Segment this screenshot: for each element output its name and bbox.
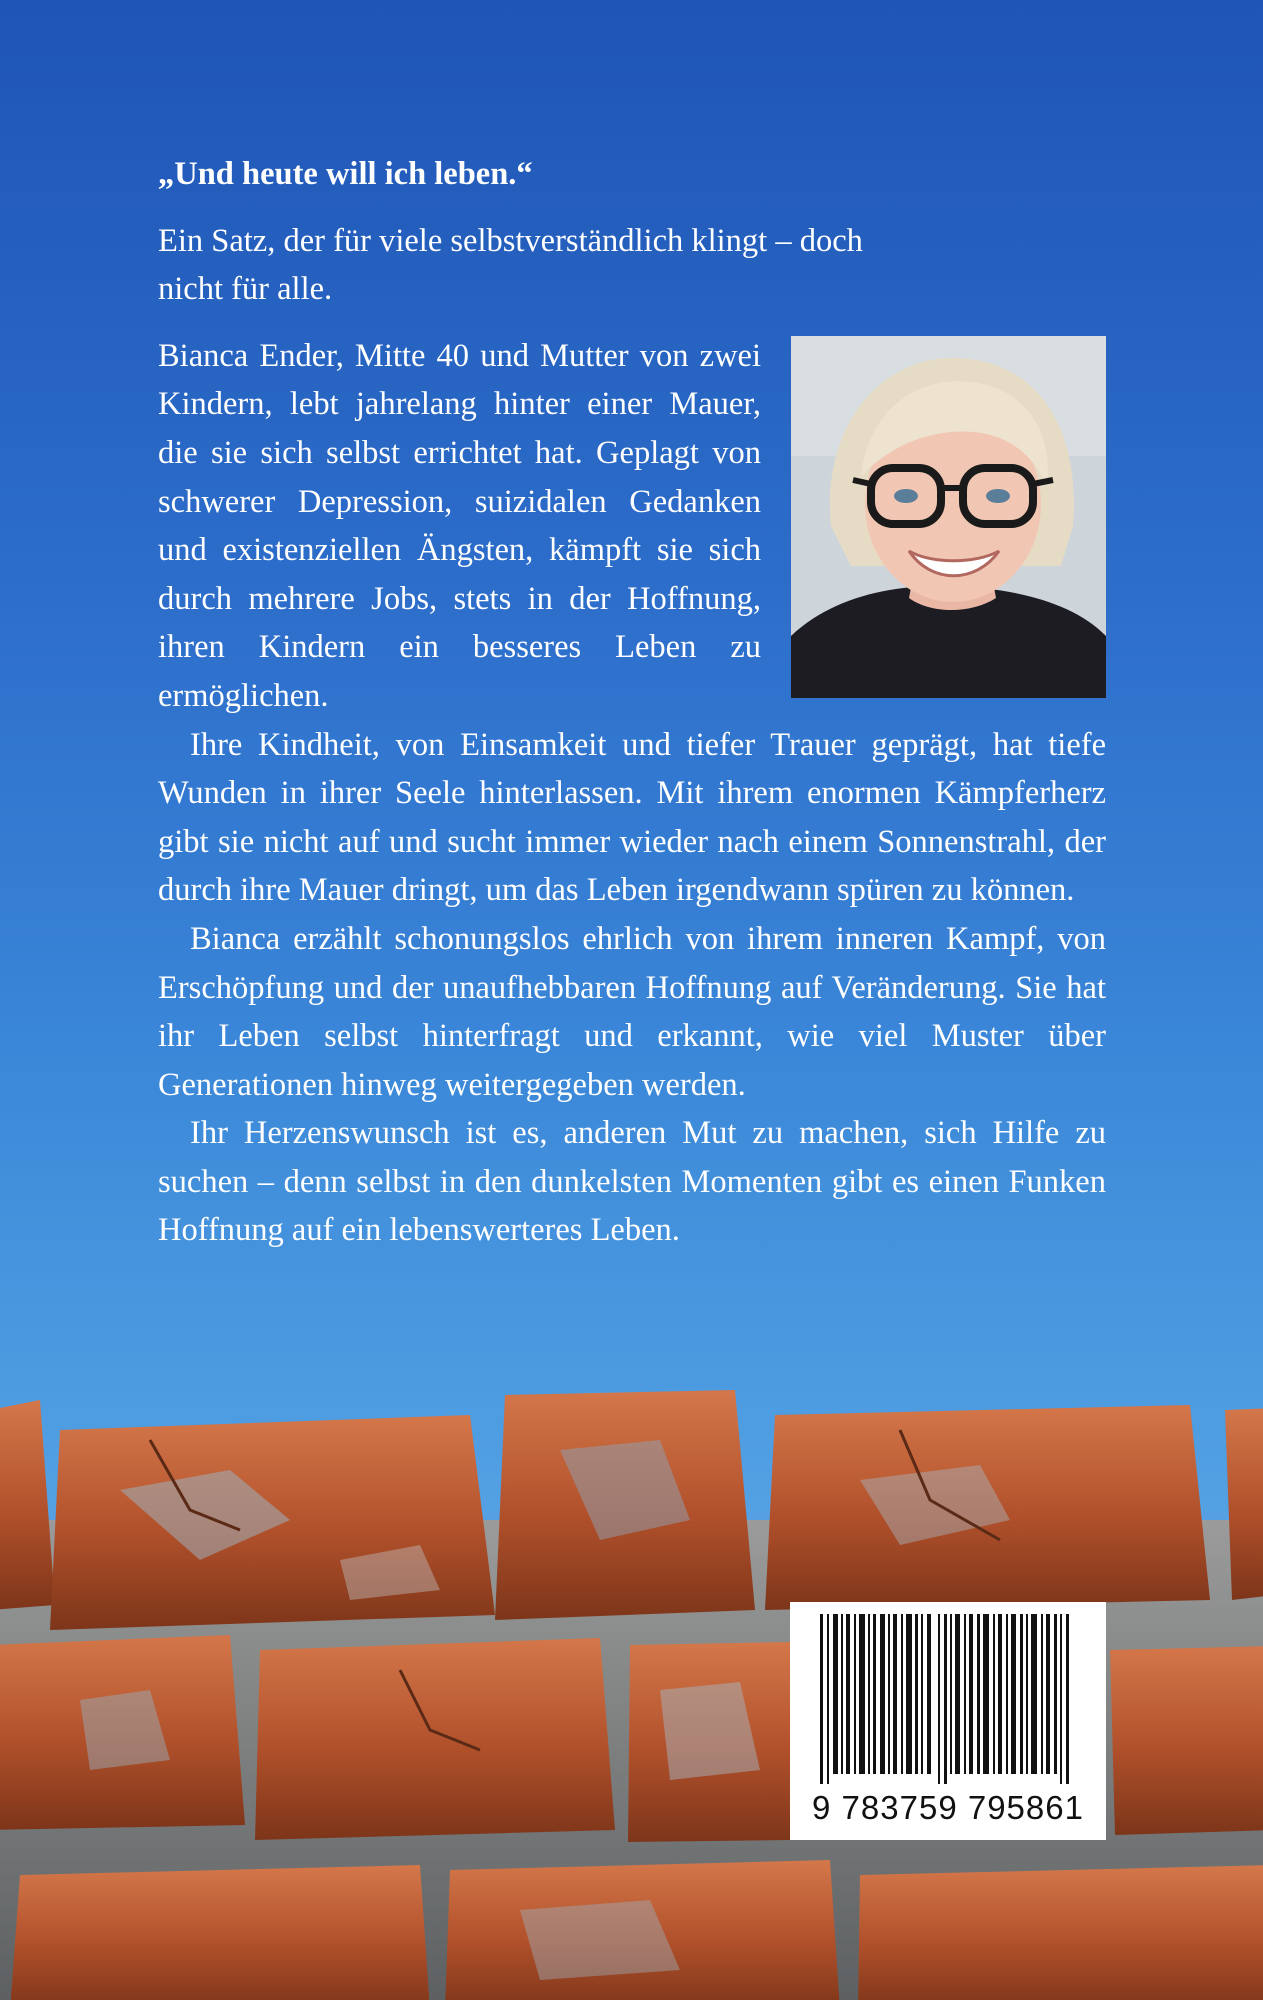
paragraph-3: Bianca erzählt schonungslos ehrlich von ihrem inneren Kampf, von Erschöpfung und der unaufhebbaren Hoffnung auf Veränderung. Sie hat ihr Leben selbst hinterfragt und erkannt, wie viel Muster über Generationen hinweg weitergegeben werden. <box>158 920 1106 1103</box>
barcode-bars <box>790 1602 1106 1788</box>
tagline-quote: „Und heute will ich leben.“ <box>158 156 533 192</box>
paragraph-1: Bianca Ender, Mitte 40 und Mutter von zwei Kindern, lebt jahrelang hinter einer Mauer, die sie sich selbst errichtet hat. Geplagt von schwerer Depression, suizidalen Gedanken und existenziellen Ängsten, kämpft sie sich durch mehrere Jobs, stets in der Hoffnung, ihren Kindern ein besseres Leben zu ermöglichen. <box>158 337 761 714</box>
paragraph-2: Ihre Kindheit, von Einsamkeit und tiefer Trauer geprägt, hat tiefe Wunden in ihrer Seele hinterlassen. Mit ihrem enormen Kämpferherz gibt sie nicht auf und sucht immer wieder nach einem Sonnenstrahl, der durch ihre Mauer dringt, um das Leben irgendwann spüren zu können. <box>158 726 1106 909</box>
paragraph-4: Ihr Herzenswunsch ist es, anderen Mut zu machen, sich Hilfe zu suchen – denn selbst in den dunkelsten Momenten gibt es einen Funken Hoffnung auf ein lebenswerteres Leben. <box>158 1115 1106 1249</box>
blurb <box>158 150 1106 1255</box>
author-portrait <box>791 336 1106 698</box>
isbn-number: 9 783759 795861 <box>812 1789 1084 1826</box>
intro-text: Ein Satz, der für viele selbstverständlich klingt – doch nicht für alle. <box>158 222 863 308</box>
barcode <box>790 1602 1106 1840</box>
